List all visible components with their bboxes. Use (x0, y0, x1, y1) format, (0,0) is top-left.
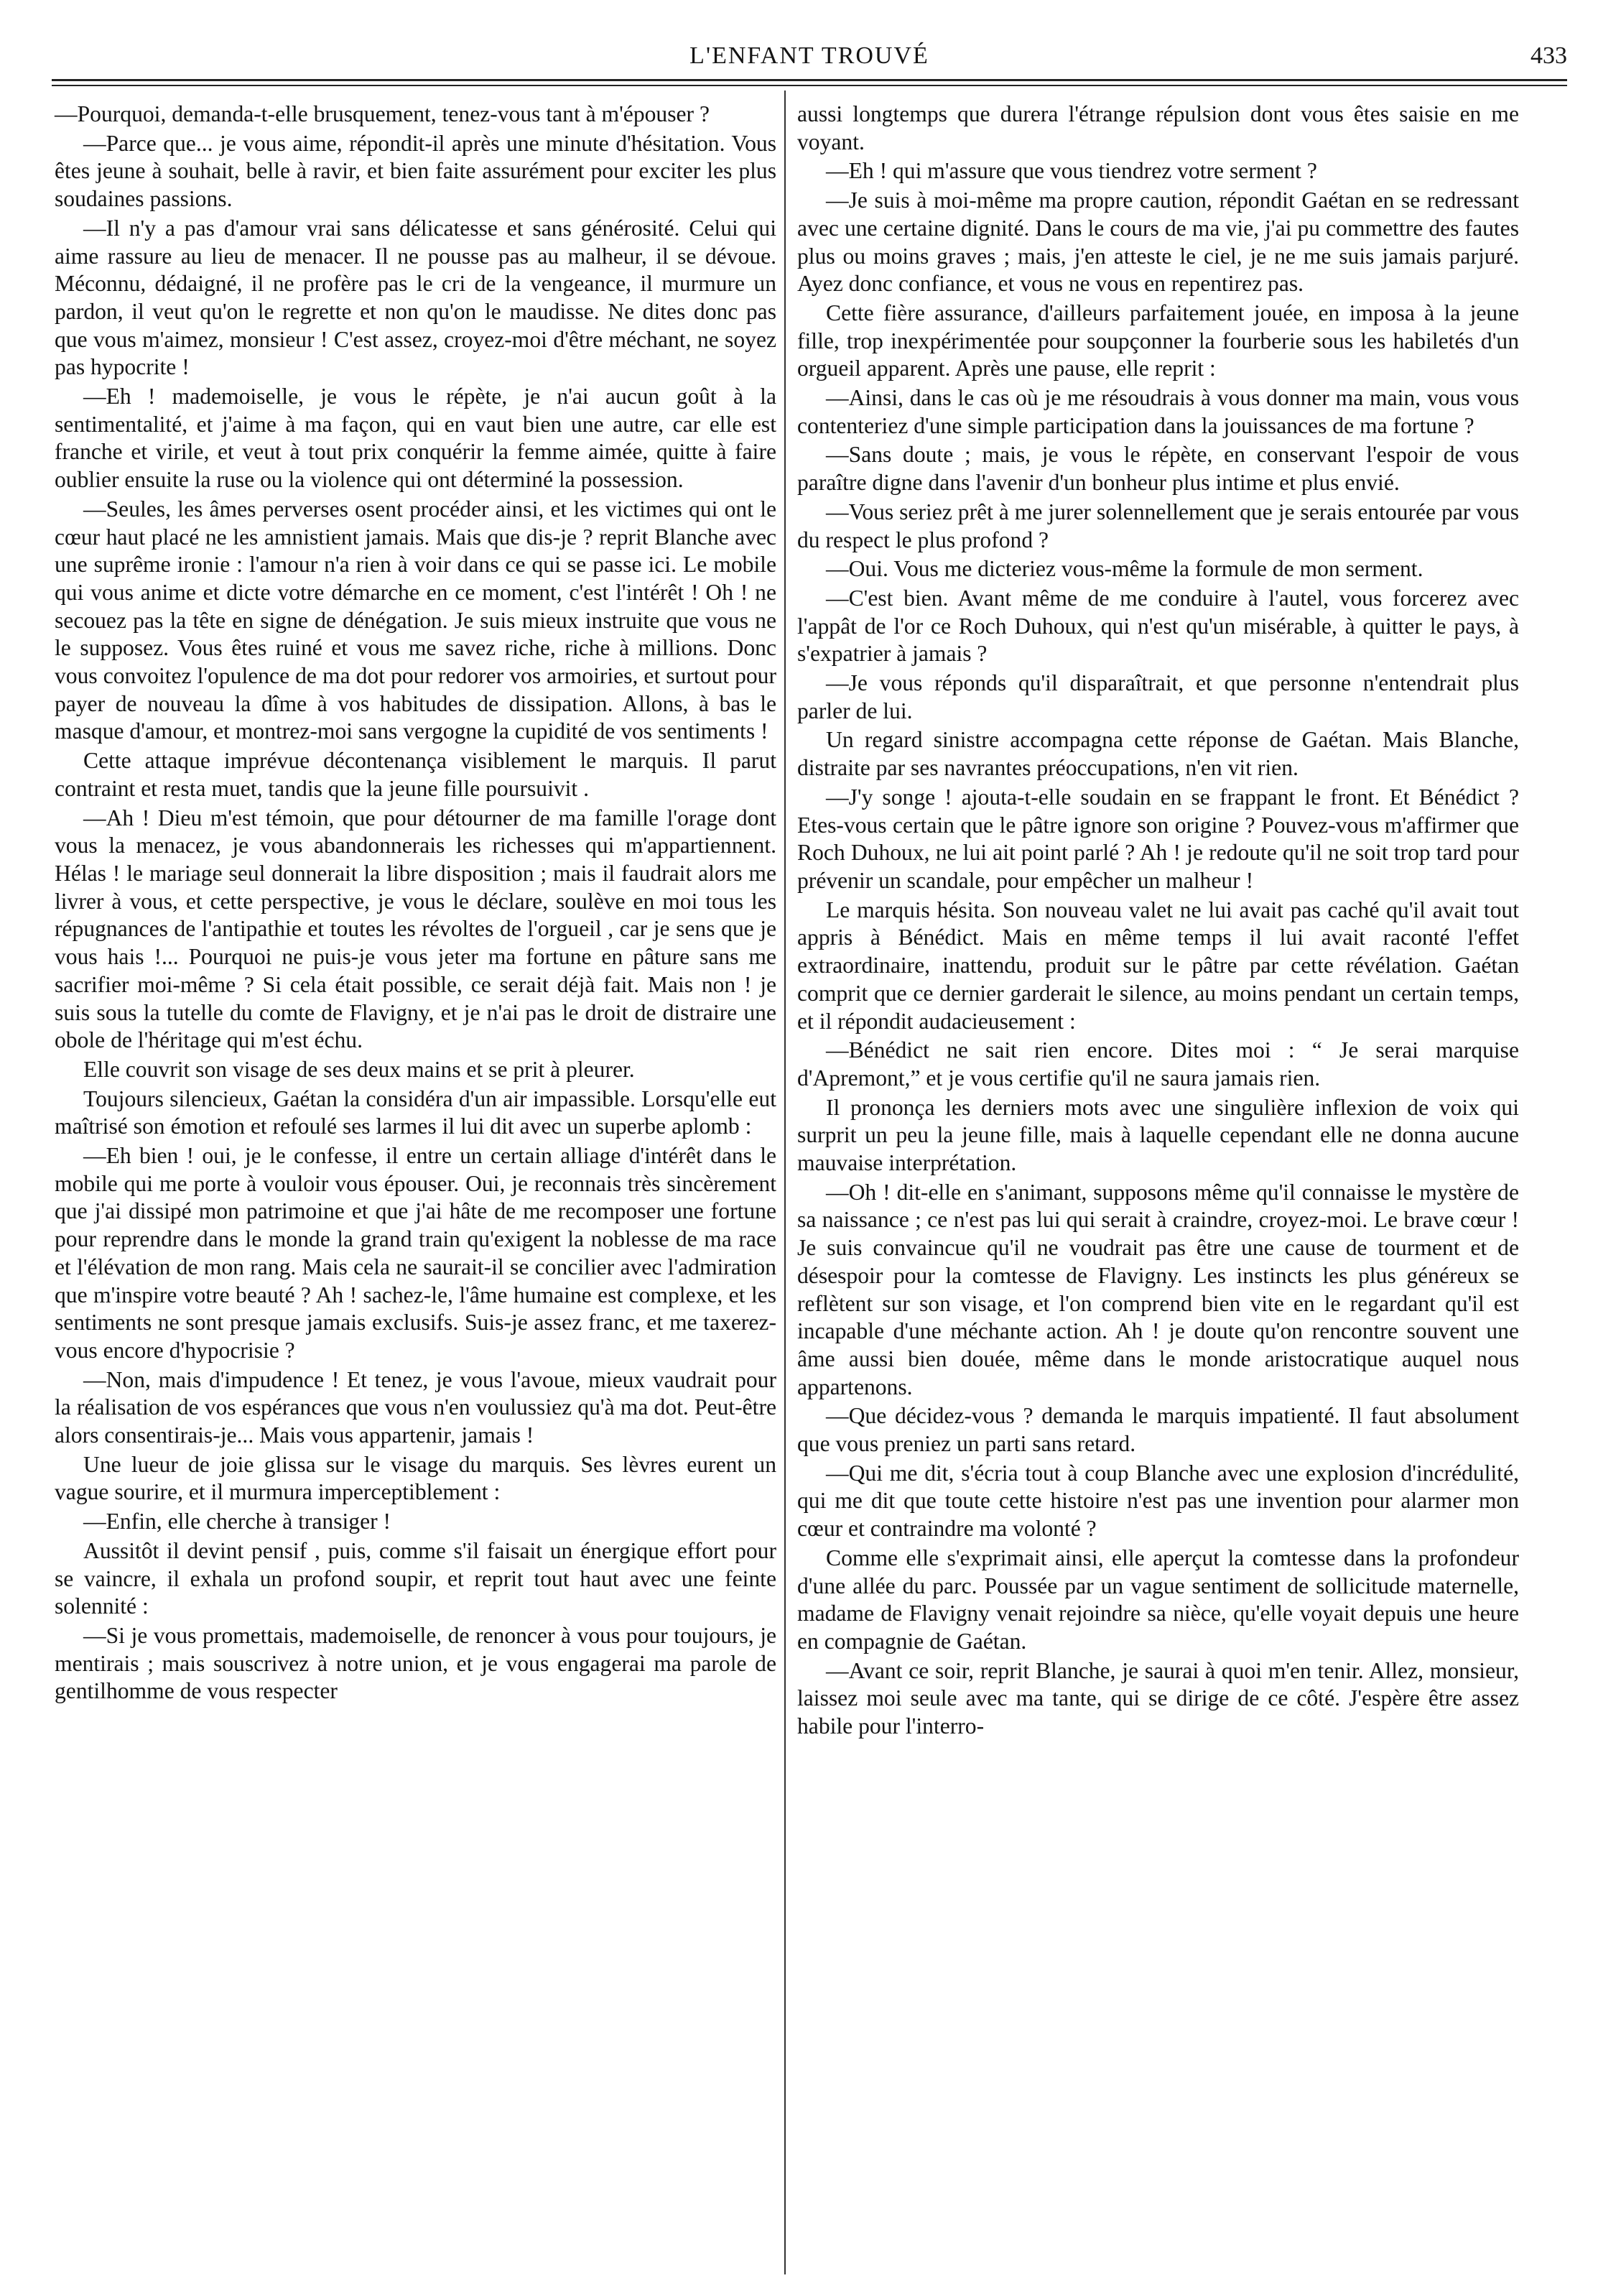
paragraph: Cette attaque imprévue décontenança visiblement le marquis. Il parut contraint et resta muet, tandis que la jeune fille poursuivit . (55, 748, 776, 801)
paragraph: —Non, mais d'impudence ! Et tenez, je vous l'avoue, mieux vaudrait pour la réalisation de vos espérances que vous n'en voulussiez qu'à ma dot. Peut-être alors consentirais-je... Mais vous appartenir, jamais ! (55, 1366, 776, 1448)
paragraph: —Avant ce soir, reprit Blanche, je saurai à quoi m'en tenir. Allez, monsieur, laissez moi seule avec ma tante, qui se dirige de ce côté. J'espère être assez habile pour l'interro- (797, 1657, 1519, 1739)
paragraph: Une lueur de joie glissa sur le visage du marquis. Ses lèvres eurent un vague sourire, et il murmura imperceptiblement : (55, 1451, 776, 1505)
paragraph: —Pourquoi, demanda-t-elle brusquement, tenez-vous tant à m'épouser ? (55, 101, 710, 126)
paragraph: —Je vous réponds qu'il disparaîtrait, et que personne n'entendrait plus parler de lui. (797, 670, 1519, 723)
paragraph: —Bénédict ne sait rien encore. Dites moi : “ Je serai marquise d'Apremont,” et je vous certifie qu'il ne saura jamais rien. (797, 1037, 1519, 1091)
paragraph: —Eh ! qui m'assure que vous tiendrez votre serment ? (826, 158, 1317, 184)
paragraph: —Oh ! dit-elle en s'animant, supposons même qu'il connaisse le mystère de sa naissance ; ce n'est pas lui qui serait à craindre, croyez-moi. Le brave cœur ! Je suis convaincue qu'il ne voudrait pas être une cause de tourment et de désespoir pour la comtesse de Flavigny. Les instincts les plus généreux se reflètent sur son visage, et l'on comprend bien vite en le regardant qu'il est incapable d'une méchante action. Ah ! je doute qu'on rencontre souvent une âme aussi bien douée, même dans le monde aristocratique auquel nous appartenons. (797, 1179, 1519, 1399)
paragraph: Elle couvrit son visage de ses deux mains et se prit à pleurer. (83, 1056, 635, 1082)
paragraph: Aussitôt il devint pensif , puis, comme s'il faisait un énergique effort pour se vaincre, il exhala un profond soupir, et reprit tout haut avec une feinte solennité : (55, 1537, 776, 1619)
column-divider (784, 91, 786, 2274)
paragraph: —Qui me dit, s'écria tout à coup Blanche avec une explosion d'incrédulité, qui me dit que toute cette histoire n'est pas une invention pour alarmer mon cœur et contraindre ma volonté ? (797, 1460, 1519, 1542)
paragraph: aussi longtemps que durera l'étrange répulsion dont vous êtes saisie en me voyant. (797, 101, 1519, 154)
paragraph: —Vous seriez prêt à me jurer solennellement que je serais entourée par vous du respect le plus profond ? (797, 499, 1519, 552)
paragraph: —Ah ! Dieu m'est témoin, que pour détourner de ma famille l'orage dont vous la menacez, je vous abandonnerais les richesses qui m'appartiennent. Hélas ! le mariage seul donnerait la libre disposition ; mais il faudrait alors me livrer à vous, et cette perspective, je vous le déclare, soulève en moi tous les répugnances de l'antipathie et toutes les révoltes de l'orgueil , car je sens que je vous hais !... Pourquoi ne puis-je vous jeter ma fortune en pâture sans me sacrifier moi-même ? Si cela était possible, ce serait déjà fait. Mais non ! je suis sous la tutelle du comte de Flavigny, et je n'ai pas le droit de distraire une obole de l'héritage qui m'est échu. (55, 805, 776, 1053)
page-number: 433 (1530, 42, 1567, 69)
paragraph: Cette fière assurance, d'ailleurs parfaitement jouée, en imposa à la jeune fille, trop inexpérimentée pour soupçonner la fourberie sous les habiletés d'un orgueil apparent. Après une pause, elle reprit : (797, 300, 1519, 381)
left-column (55, 101, 776, 1707)
paragraph: —Sans doute ; mais, je vous le répète, en conservant l'espoir de vous paraître digne dans l'avenir d'un bonheur plus intime et plus envié. (797, 442, 1519, 496)
paragraph: Il prononça les derniers mots avec une singulière inflexion de voix qui surprit un peu la jeune fille, mais à laquelle cependant elle ne donna aucune mauvaise interprétation. (797, 1094, 1519, 1176)
paragraph: —Seules, les âmes perverses osent procéder ainsi, et les victimes qui ont le cœur haut placé ne les amnistient jamais. Mais que dis-je ? reprit Blanche avec une suprême ironie : l'amour n'a rien à voir dans ce qui se passe ici. Le mobile qui vous anime et dicte votre démarche en ce moment, c'est l'intérêt ! Oh ! ne secouez pas la tête en signe de dénégation. Je suis mieux instruite que vous ne le supposez. Vous êtes ruiné et vous me savez riche, riche à millions. Donc vous convoitez l'opulence de ma dot pour redorer vos armoiries, et surtout pour payer de nouveau la dîme à vos habitudes de dissipation. Allons, à bas le masque d'amour, et montrez-moi sans vergogne la cupidité de vos sentiments ! (55, 496, 776, 744)
paragraph: —Je suis à moi-même ma propre caution, répondit Gaétan en se redressant avec une certaine dignité. Dans le cours de ma vie, j'ai pu commettre des fautes plus ou moins graves ; mais, j'en atteste le ciel, je ne me suis jamais parjuré. Ayez donc confiance, et vous ne vous en repentirez pas. (797, 188, 1519, 297)
paragraph: —C'est bien. Avant même de me conduire à l'autel, vous forcerez avec l'appât de l'or ce Roch Duhoux, qui n'est qu'un misérable, à quitter le pays, à s'expatrier à jamais ? (797, 585, 1519, 667)
paragraph: Toujours silencieux, Gaétan la considéra d'un air impassible. Lorsqu'elle eut maîtrisé son émotion et refoulé ses larmes il lui dit avec un superbe aplomb : (55, 1085, 776, 1139)
paragraph: Comme elle s'exprimait ainsi, elle aperçut la comtesse dans la profondeur d'une allée du parc. Poussée par un vague sentiment de sollicitude maternelle, madame de Flavigny venait rejoindre sa nièce, qu'elle voyait depuis une heure en compagnie de Gaétan. (797, 1545, 1519, 1654)
paragraph: —J'y songe ! ajouta-t-elle soudain en se frappant le front. Et Bénédict ? Etes-vous certain que le pâtre ignore son origine ? Pouvez-vous m'affirmer que Roch Duhoux, ne lui ait point parlé ? Ah ! je redoute qu'il ne soit trop tard pour prévenir un scandale, pour empêcher un malheur ! (797, 784, 1519, 893)
paragraph: —Oui. Vous me dicteriez vous-même la formule de mon serment. (826, 556, 1423, 582)
paragraph: —Parce que... je vous aime, répondit-il après une minute d'hésitation. Vous êtes jeune à souhait, belle à ravir, et bien faite assurément pour exciter les plus soudaines passions. (55, 130, 776, 212)
header-rule-bottom (52, 85, 1567, 86)
paragraph: —Que décidez-vous ? demanda le marquis impatienté. Il faut absolument que vous preniez un parti sans retard. (797, 1403, 1519, 1457)
paragraph: —Si je vous promettais, mademoiselle, de renoncer à vous pour toujours, je mentirais ; mais souscrivez à notre union, et je vous engagerai ma parole de gentilhomme de vous respecter (55, 1622, 776, 1704)
paragraph: —Ainsi, dans le cas où je me résoudrais à vous donner ma main, vous vous contenteriez d'une simple participation dans la jouissances de ma fortune ? (797, 385, 1519, 438)
paragraph: —Eh bien ! oui, je le confesse, il entre un certain alliage d'intérêt dans le mobile qui me porte à vouloir vous épouser. Oui, je reconnais très sincèrement que j'ai dissipé mon patrimoine et que j'ai hâte de me recomposer une fortune pour reprendre dans le monde la grand train qu'exigent la noblesse de ma race et l'élévation de mon rang. Mais cela ne saurait-il se concilier avec l'admiration que m'inspire votre beauté ? Ah ! sachez-le, l'âme humaine est complexe, et les sentiments ne sont presque jamais exclusifs. Suis-je assez franc, et me taxerez-vous encore d'hypocrisie ? (55, 1143, 776, 1363)
running-title: L'ENFANT TROUVÉ (689, 42, 929, 69)
paragraph: Le marquis hésita. Son nouveau valet ne lui avait pas caché qu'il avait tout appris à Bénédict. Mais en même temps il lui avait raconté l'effet extraordinaire, inattendu, produit sur le pâtre par cette révélation. Gaétan comprit que ce dernier garderait le silence, au moins pendant un certain temps, et il répondit audacieusement : (797, 897, 1519, 1034)
paragraph: —Il n'y a pas d'amour vrai sans délicatesse et sans générosité. Celui qui aime rassure au lieu de menacer. Il ne pousse pas au malheur, il se dévoue. Méconnu, dédaigné, il ne profère pas le cri de la vengeance, il murmure un pardon, il veut qu'on le regrette et non qu'on le maudisse. Ne dites donc pas que vous m'aimez, monsieur ! C'est assez, croyez-moi d'être méchant, ne soyez pas hypocrite ! (55, 215, 776, 380)
header-rule-top (52, 79, 1567, 81)
paragraph: Un regard sinistre accompagna cette réponse de Gaétan. Mais Blanche, distraite par ses navrantes préoccupations, n'en vit rien. (797, 727, 1519, 781)
paragraph: —Eh ! mademoiselle, je vous le répète, je n'ai aucun goût à la sentimentalité, et j'aime à ma façon, qui en vaut bien une autre, car elle est franche et virile, et veut à tout prix conquérir la femme aimée, quitte à faire oublier ensuite la ruse ou la violence qui ont déterminé la possession. (55, 384, 776, 493)
page-header (52, 42, 1567, 85)
paragraph: —Enfin, elle cherche à transiger ! (83, 1509, 391, 1534)
right-column (797, 101, 1519, 1742)
